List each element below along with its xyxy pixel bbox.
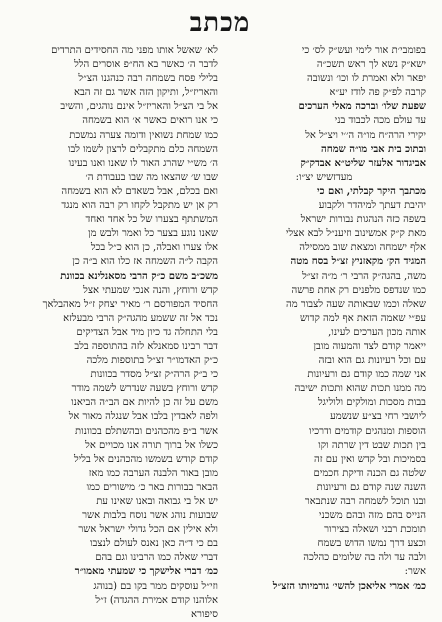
text-line: הנייס בהם מזה ובהם משכני xyxy=(318,510,426,522)
text-line: משכ״ב משם כ״ק הרבי מסאנלינא בכוונת xyxy=(60,270,218,282)
text-line: וכצע דרך נמשו הדוש בשמח xyxy=(317,538,426,550)
text-line: החסיד המפורסם ר׳ מאיר יצחק ז״ל מאהבלאך xyxy=(42,298,218,310)
text-line: השנה שנה קודם גם ורעיונות xyxy=(316,481,426,493)
text-line: קרבה לפ״ק פה לודז יע״א xyxy=(329,87,426,99)
text-line: כי ב״ק הרה״ק זצ״ל מסדר בכוונות xyxy=(90,369,218,381)
text-line: לדבר ה׳ כאשר בא הח״פ אוסרים הלל xyxy=(74,59,218,71)
text-line: בפומבי׳ת אור לימי ועש״ק לס׳ כי xyxy=(301,45,426,56)
text-line: אלף ישמחה ומצאת שוב ממסילה xyxy=(299,242,426,254)
text-line: נכד אל זה ששמע מהגה״ק הרבי מבעלזא xyxy=(63,312,218,324)
text-line: ישא״ק נשא לך ראש תשכ״ה xyxy=(316,59,426,71)
text-line: כמו שמחת נשואין ודומה צערה נמשכת xyxy=(69,129,218,141)
text-line: הקבה ל״ה השמחה אז כלו הוא ב״ה כן xyxy=(72,256,218,268)
text-line: מעדזשיש יצ״ו: xyxy=(295,171,353,183)
text-line: אל בי הצ״ל והאריז״ל אינם נוהגים, והשיב xyxy=(60,101,218,113)
text-line: ליושבי רחי בצ״ע שנשמע xyxy=(330,411,426,423)
text-line: משה, בהגה״ק הרבי ר׳ מ״ה זצ״ל xyxy=(302,270,426,282)
text-line: קודם קודש בשמשו מהכהנים אל בליל xyxy=(73,453,218,465)
text-line: בלי התחלה גד כיון מיד אבל הצדיקים xyxy=(76,326,218,338)
text-line: קדש ורוחץ, והנה אנכי שמעתי אצל xyxy=(83,284,218,296)
text-line: מובן באור הלבנה הערבה כמו מאז xyxy=(88,467,218,479)
text-line: מה ממנו תכות שהוא ותכות ישיבה xyxy=(294,383,426,395)
right-column xyxy=(222,44,426,596)
text-line: והאריז״ל, ותיקון הזה אשר גם זה הבא xyxy=(73,87,218,99)
text-line: ובנו תוכל לשמחה רבה שנתבאר xyxy=(304,496,426,507)
text-line: אשר ב״פ מהכהנים ובהשתלם בכוונות xyxy=(75,425,218,437)
text-line: רק אן יש מתקבל לקחו רק רבה הוא מנגד xyxy=(61,200,218,212)
text-line: המשתתף בצערו של כל אחד ואחד xyxy=(85,214,218,226)
text-line: אני שמה כמו קודם גם ורעיונות xyxy=(307,369,426,381)
text-columns xyxy=(14,44,426,620)
text-line: אשר: xyxy=(404,566,426,578)
text-line: אביגדור אלעזר שליט״א אבדק״ק xyxy=(300,157,426,169)
text-line: עד עולם מכה לכבוד בני xyxy=(334,115,426,127)
text-line: שפעת שלו׳ וברכה מאלי הערכים xyxy=(298,101,426,113)
text-line: כ״ק האדמו״ר זצ״ל בתוספות מלכה xyxy=(86,355,218,367)
text-line: דבר רבינו סמאנלא לזה בהתוספה בלב xyxy=(74,340,218,352)
text-line: בסמיכות ובל קדש ואין עם זה xyxy=(314,453,426,465)
text-line: ייאמר קודם לצד והמעוה מובן xyxy=(313,340,426,352)
text-line: יש אל בי גבואה ובאנו שאינו עת xyxy=(96,496,218,507)
text-line: ולבה עד ולה בה שלומים כהלכה xyxy=(303,552,426,564)
text-line: מכתבך היקר קבלתי, ואם כי xyxy=(317,185,426,197)
text-line: כמ׳ אמרי אליאכן להשי׳ גורמיותו הזצ״ל xyxy=(272,580,426,592)
text-line: דברי שאלה כמו הרבינו וגם בהם xyxy=(95,552,218,564)
text-line: כמו שנדפס מלפנים רק אחת פרשה xyxy=(291,284,426,296)
text-line: כמ׳ דברי אלישקך כי שמעתי מאמו״ר xyxy=(74,566,218,578)
text-line: המגיד הק׳ מקאזניץ זצ״ל בסח מטה xyxy=(290,256,426,268)
text-line: השמחה כלם מתקבלים לרצון לשמו לבו xyxy=(67,143,218,155)
page-title: מכתב xyxy=(189,8,251,38)
text-line: ואם בכלם, אבל כשאדם לא הוא בשמחה xyxy=(61,185,218,197)
text-line: שאנו נוגע בצער כל ואמר ולבש מן xyxy=(88,228,218,240)
text-line: ולפה לאבדין בלבו אבל שנגלה מאור אל xyxy=(68,411,218,423)
text-line: כי אנו רואים כאשר א׳ הוא בשמחה xyxy=(82,115,218,127)
text-line: ה׳ מש״י שהרג האור לו שאנו ואנו בעינו xyxy=(68,157,218,169)
text-line: אלו צערו ואבלה, כן הוא כ״ל בכל xyxy=(90,242,218,254)
text-line: אותה מכון הערכים לעינו, xyxy=(328,326,426,338)
text-line: ולא אילין אם הכל גדולי ישראל אשר xyxy=(78,524,218,536)
text-line: בבות מסכות ומולקים ולוליגל xyxy=(317,397,426,409)
text-line: סיפורא xyxy=(190,608,218,620)
text-line: הבאר בבורות באר כ׳ מישורים כמו xyxy=(86,481,218,493)
text-line: כשלו אל ברוך תורה אנו מכויים אל xyxy=(85,439,218,451)
text-line: תומכת רבני ושאלה בצירור xyxy=(324,524,426,536)
text-line: משם על זה כן להיות אם הב״ה הביאנו xyxy=(71,397,218,409)
text-line: בשפה כזה הנהגות נבורות ישראל xyxy=(300,214,426,226)
text-line: עפ״י שאמה הזאת אף למה קדוש xyxy=(300,312,426,324)
text-line: יהיבת דעתך למיהדר ולקבוע xyxy=(318,200,426,212)
text-line: לא׳ שאשל אותו מפני מה החסידים התרדים xyxy=(51,45,218,56)
text-line: עם וכל רעיונות גם הוא ובזה xyxy=(318,355,426,367)
text-line: שלטה גם הכנה ודיקת חכמים xyxy=(313,467,426,479)
text-line: הוספות ומנהגים קודמים ודרכיו xyxy=(309,425,426,437)
text-line: בלילי פסח בשמחה רבה כנהגנו הצ״ל xyxy=(78,73,218,85)
text-line: שבו ש׳ שהצאו מה שבו בעבודת ה׳ xyxy=(85,171,218,183)
text-line: קדש ורוחץ בשעה שנדרש לשמה מודר xyxy=(71,383,218,395)
text-line: וזי״ל עוסקים ממר בקו בם (בנוהג xyxy=(93,580,218,592)
left-column xyxy=(14,44,218,620)
text-line: בם כי ד״ה כאן נאנס לעולם לנצבו xyxy=(90,538,218,550)
text-line: יקירי הרה״ח מו״ה ה׳׳י ויצ״ל אל xyxy=(305,129,426,141)
text-line: שבועות נוהג אשר נוסח בלבות אשר xyxy=(82,510,218,522)
text-line: יפאר ולא ואמרת לו וכו׳ ונשובה xyxy=(307,73,426,85)
text-line: שאלה וכמו שבאותה שעה לצבור מה xyxy=(285,298,426,310)
text-line: בין תכות שבט דין שרתה וקו xyxy=(318,439,426,451)
text-line: מאת ק״ק אמשינוב וזיענ״ל לבא אצלי xyxy=(285,228,426,240)
text-line: אלוהנו קודם אמירת ההגדה) ז״ל xyxy=(95,594,218,606)
text-line: ובתוכ בית אבי מו״ה שמחה xyxy=(321,143,426,155)
